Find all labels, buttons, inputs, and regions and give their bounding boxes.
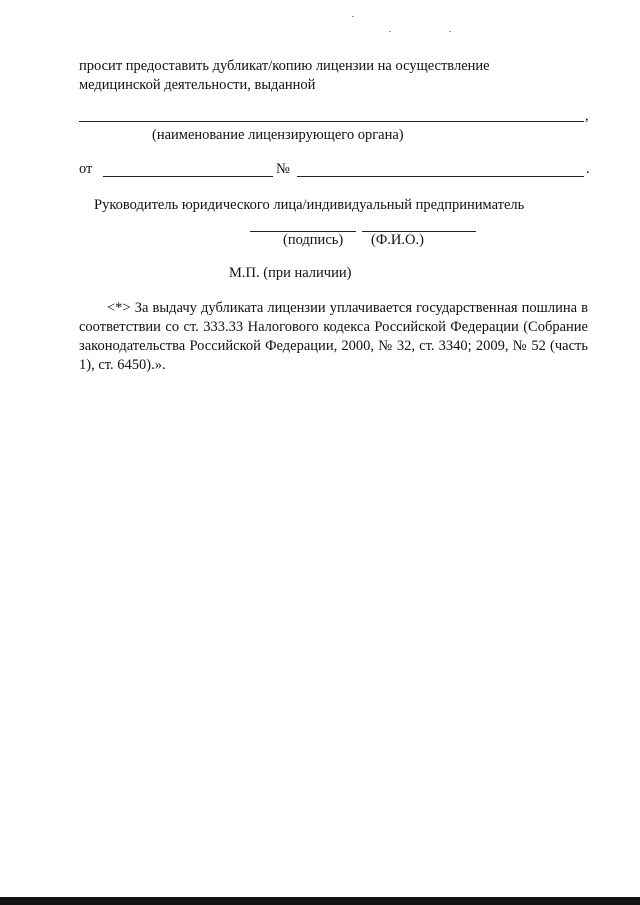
authority-trailing-comma: , [585,108,589,124]
date-blank-line [103,176,273,177]
intro-line-1: просит предоставить дубликат/копию лицензии на осуществление [79,58,490,74]
number-end-period: . [586,161,590,177]
scan-speck [389,31,391,32]
scan-bottom-edge [0,897,640,905]
scan-speck [352,16,354,17]
name-caption: (Ф.И.О.) [371,232,424,248]
footnote-text: <*> За выдачу дубликата лицензии уплачивается государственная пошлина в соответствии со ст. 333.33 Налогового кодекса Российской Федерации (Собрание законодательства Российской Федерации, 2000, № 32, ст. 3340; 2009, № 52 (часть 1), ст. 6450).». [79,300,588,373]
from-label: от [79,161,93,177]
scan-speck [449,31,451,32]
signatory-title: Руководитель юридического лица/индивидуальный предприниматель [94,197,525,213]
signature-caption: (подпись) [283,232,344,248]
authority-blank-line [79,121,584,122]
number-label: № [276,161,290,177]
authority-caption: (наименование лицензирующего органа) [152,127,404,143]
number-blank-line [297,176,584,177]
intro-line-2: медицинской деятельности, выданной [79,77,316,93]
stamp-label: М.П. (при наличии) [229,265,352,281]
footnote-paragraph [79,299,588,375]
